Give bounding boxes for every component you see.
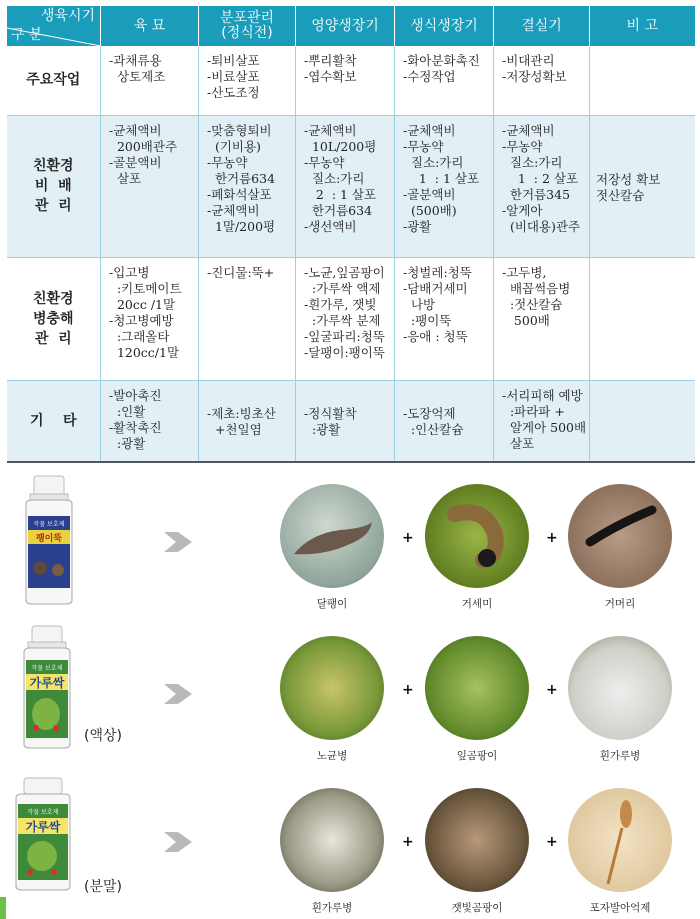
management-table — [6, 6, 695, 463]
corner-header — [7, 6, 101, 46]
row-header: 친환경 병충해 관 리 — [7, 257, 101, 380]
pest-caption: 거머리 — [604, 598, 636, 610]
slug-photo — [280, 484, 384, 588]
table-cell: -입고병 :키토메이트 20cc /1말 -청고병예방 :그래올타 120cc/1말 — [101, 257, 199, 380]
bottle-2-image — [18, 624, 76, 750]
spore-germination-photo — [568, 788, 672, 892]
form-label-liquid: (액상) — [84, 728, 122, 744]
form-label-powder: (분말) — [84, 879, 122, 895]
plus-icon: + — [402, 834, 414, 850]
pest-caption: 잿빛곰팡이 — [451, 902, 503, 914]
col-header: 영양생장기 — [296, 6, 395, 46]
row-header: 주요작업 — [7, 46, 101, 115]
arrow-right-icon — [162, 828, 196, 856]
table-cell: -화아분화촉진 -수정작업 — [395, 46, 494, 115]
table-cell — [590, 46, 695, 115]
table-cell: -고두병, 배꼽썩음병 :젓산칼슘 500배 — [494, 257, 590, 380]
table-cell: -균체액비 10L/200평 -무농약 질소:가리 2 : 1 살포 한거름634 -생선액비 — [296, 115, 395, 257]
arrow-right-icon — [162, 680, 196, 708]
table-cell — [590, 257, 695, 380]
corner-top-label: 생육시기 — [40, 8, 95, 24]
bottle-1-name: 팽이뚝 — [35, 534, 63, 544]
bottle-3-name: 가루싹 — [25, 820, 61, 834]
bottle-3-label: 작물 보호제 — [27, 809, 59, 816]
bottle-2-label: 작물 보호제 — [31, 665, 63, 672]
cutworm-photo — [425, 484, 529, 588]
pest-caption: 포자발아억제 — [589, 902, 651, 914]
table-cell — [590, 380, 695, 462]
pest-caption: 달팽이 — [316, 598, 348, 610]
plus-icon: + — [402, 682, 414, 698]
table-cell: -도장억제 :인산칼슘 — [395, 380, 494, 462]
bottle-2-name: 가루싹 — [29, 676, 65, 690]
header-row — [7, 6, 695, 46]
downy-mildew-photo — [280, 636, 384, 740]
table-cell: -균체액비 200배관주 -골분액비 살포 — [101, 115, 199, 257]
table-row — [7, 257, 695, 380]
col-header: 비 고 — [590, 6, 695, 46]
powdery-strawberry-photo — [280, 788, 384, 892]
table-cell: -균체액비 -무농약 질소:가리 1 : 1 살포 -골분액비 (500배) -광활 — [395, 115, 494, 257]
leech-photo — [568, 484, 672, 588]
table-cell: -맞춤형퇴비 (기비용) -무농약 한거름634 -폐화석살포 -균체액비 1말/200평 — [199, 115, 296, 257]
table-row — [7, 46, 695, 115]
corner-bottom-label: 구 분 — [11, 27, 43, 43]
table-row — [7, 115, 695, 257]
col-header: 육 묘 — [101, 6, 199, 46]
table-cell: -균체액비 -무농약 질소:가리 1 : 2 살포 한거름345 -알게아 (비대용)관주 — [494, 115, 590, 257]
arrow-right-icon — [162, 528, 196, 556]
table-cell: -진디물:뚝+ — [199, 257, 296, 380]
row-header: 친환경 비 배 관 리 — [7, 115, 101, 257]
pest-caption: 노균병 — [316, 750, 348, 762]
table-cell: -정식활착 :광활 — [296, 380, 395, 462]
plus-icon: + — [546, 682, 558, 698]
bottle-1-image — [20, 474, 78, 606]
plus-icon: + — [546, 530, 558, 546]
powdery-mildew-photo — [568, 636, 672, 740]
pest-caption: 잎곰팡이 — [456, 750, 498, 762]
gray-mold-photo — [425, 788, 529, 892]
table-cell: -과채류용 상토제조 — [101, 46, 199, 115]
accent-bar — [0, 897, 6, 919]
pest-caption: 거세미 — [461, 598, 493, 610]
pest-caption: 흰가루병 — [311, 902, 353, 914]
table-cell: -퇴비살포 -비료살포 -산도조정 — [199, 46, 296, 115]
table-cell: -비대관리 -저장성확보 — [494, 46, 590, 115]
bottle-1-label: 작물 보호제 — [33, 521, 65, 528]
table-cell: -제초:빙초산 +천일염 — [199, 380, 296, 462]
leaf-mold-photo — [425, 636, 529, 740]
table-cell: 저장성 확보 젓산칼슘 — [590, 115, 695, 257]
table-cell: -뿌리활착 -엽수확보 — [296, 46, 395, 115]
table-cell: -발아촉진 :인활 -활착촉진 :광활 — [101, 380, 199, 462]
table-cell: -서리피해 예방 :파라파 + 알게아 500배 살포 — [494, 380, 590, 462]
plus-icon: + — [546, 834, 558, 850]
table-row — [7, 380, 695, 462]
plus-icon: + — [402, 530, 414, 546]
table-cell: -청벌레:청뚝 -담배거세미 나방 :팽이뚝 -응애 : 청뚝 — [395, 257, 494, 380]
row-header: 기 타 — [7, 380, 101, 462]
pest-caption: 흰가루병 — [599, 750, 641, 762]
col-header: 결실기 — [494, 6, 590, 46]
col-header: 생식생장기 — [395, 6, 494, 46]
table-cell: -노균,잎곰팡이 :가루싹 액제 -흰가루, 잿빛 :가루싹 분제 -잎굴파리:청뚝 -달팽이:팽이뚝 — [296, 257, 395, 380]
bottle-3-image — [12, 776, 74, 892]
col-header: 분포관리 (정식전) — [199, 6, 296, 46]
